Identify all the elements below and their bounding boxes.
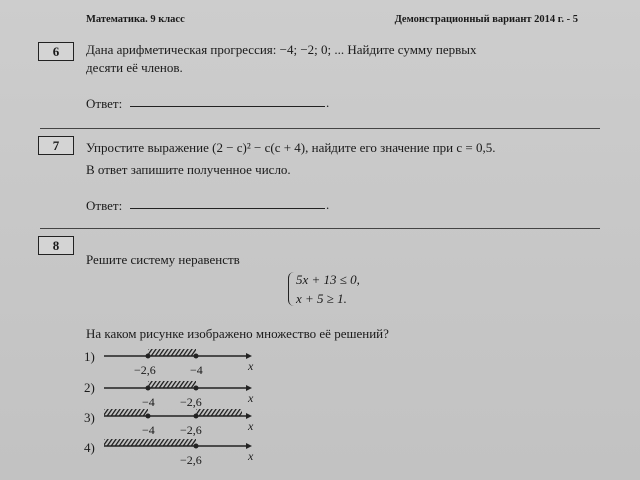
question-8-question: На каком рисунке изображено множество её решений? [86, 326, 389, 341]
question-6-text-line2: десяти её членов. [86, 60, 183, 75]
question-8-number: 8 [38, 236, 74, 255]
option-2-label[interactable]: 2) [84, 380, 95, 395]
question-6-answer-line[interactable] [130, 106, 325, 107]
option-2-axis-var: x [248, 391, 254, 405]
option-1-label[interactable]: 1) [84, 349, 95, 364]
question-6-number: 6 [38, 42, 74, 61]
question-7-text-line1: Упростите выражение (2 − c)² − c(c + 4), найдите его значение при c = 0,5. [86, 140, 496, 155]
option-4-label[interactable]: 4) [84, 440, 95, 455]
option-3-tick-b: −2,6 [180, 423, 202, 437]
system-inequality-1: 5x + 13 ≤ 0, [296, 272, 360, 287]
option-1-number-line[interactable] [100, 348, 260, 378]
option-3-label[interactable]: 3) [84, 410, 95, 425]
option-4-number-line[interactable] [100, 438, 260, 468]
header-subject: Математика. 9 класс [86, 14, 185, 25]
option-4-point-a [194, 444, 199, 449]
question-6-answer-label: Ответ: [86, 96, 123, 111]
option-1-tick-b: −4 [190, 363, 203, 377]
option-1-point-b [194, 354, 199, 359]
option-4-hatch [104, 439, 196, 446]
question-8-intro: Решите систему неравенств [86, 252, 240, 267]
divider-6-7 [40, 128, 600, 129]
option-3-point-a [146, 414, 151, 419]
option-3-hatch-right [196, 409, 242, 416]
option-1-axis-var: x [248, 359, 254, 373]
system-inequality-2: x + 5 ≥ 1. [296, 291, 347, 306]
question-7-answer-label: Ответ: [86, 198, 123, 213]
question-7-answer-dot: . [326, 197, 330, 212]
option-2-point-b [194, 386, 199, 391]
option-2-hatch [148, 381, 196, 388]
question-6-text-line1: Дана арифметическая прогрессия: −4; −2; 0; ... Найдите сумму первых [86, 42, 477, 57]
option-2-tick-b: −2,6 [180, 395, 202, 409]
option-2-number-line[interactable] [100, 380, 260, 410]
option-2-point-a [146, 386, 151, 391]
option-1-hatch [148, 349, 196, 356]
option-2-tick-a: −4 [142, 395, 155, 409]
question-7-text-line2: В ответ запишите полученное число. [86, 162, 291, 177]
option-3-number-line[interactable] [100, 408, 260, 438]
option-4-tick-a: −2,6 [180, 453, 202, 467]
option-3-point-b [194, 414, 199, 419]
divider-7-8 [40, 228, 600, 229]
option-3-axis-var: x [248, 419, 254, 433]
option-1-tick-a: −2,6 [134, 363, 156, 377]
option-4-axis-var: x [248, 449, 254, 463]
question-7-answer-line[interactable] [130, 208, 325, 209]
question-6-answer-dot: . [326, 95, 330, 110]
question-7-number: 7 [38, 136, 74, 155]
option-3-hatch-left [104, 409, 148, 416]
option-3-tick-a: −4 [142, 423, 155, 437]
option-1-point-a [146, 354, 151, 359]
header-variant: Демонстрационный вариант 2014 г. - 5 [394, 14, 578, 25]
